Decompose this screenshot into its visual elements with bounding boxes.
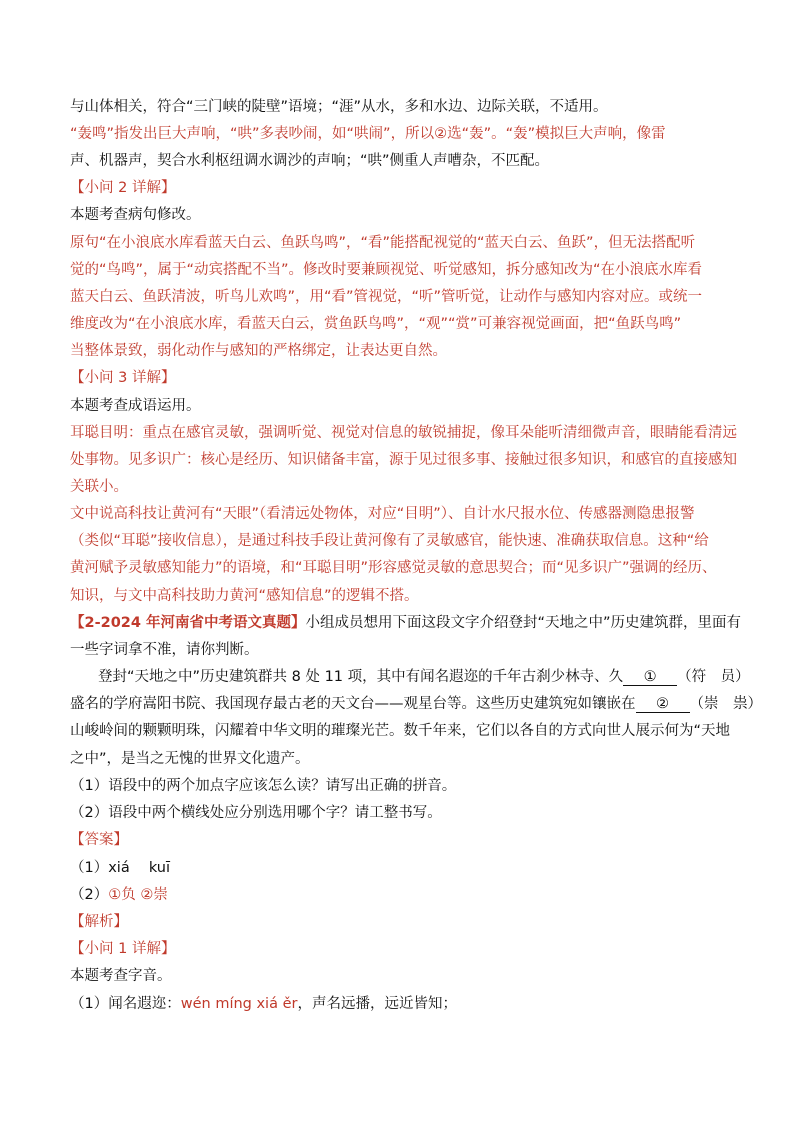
- passage-line-1: [98, 667, 758, 687]
- text-line-18: 黄河赋予灵敏感知能力”的语境，和“耳聪目明”形容感觉灵敏的意思契合；而“见多识广”强调的经历、: [70, 560, 717, 576]
- answer-1: （1）xiá kuī: [70, 860, 170, 876]
- answer-2-label: （2）: [70, 887, 109, 903]
- choice-2: （崇 祟）: [689, 696, 762, 712]
- detail-1-label: （1）闻名遐迩：: [70, 996, 181, 1012]
- question-intro-text: 小组成员想用下面这段文字介绍登封“天地之中”历史建筑群，里面有: [305, 615, 742, 631]
- text-line-19: 知识，与文中高科技助力黄河“感知信息”的逻辑不搭。: [70, 588, 419, 604]
- passage-text-1: 登封“天地之中”历史建筑群共 8 处 11 项，其中有闻名遐迩的千年古刹少林寺、久: [98, 669, 624, 685]
- text-line-8: 蓝天白云、鱼跃清波，听鸟儿欢鸣”，用“看”管视觉，“听”管听觉，让动作与感知内容对应。或统一: [70, 289, 703, 305]
- detail-1-pinyin: wén míng xiá ěr: [180, 996, 298, 1012]
- passage-line-2: [70, 694, 762, 714]
- sub-question-1: （1）语段中的两个加点字应该怎么读？请写出正确的拼音。: [70, 778, 457, 794]
- answer-2: [70, 885, 730, 905]
- text-line-5: 本题考查病句修改。: [70, 207, 201, 223]
- sub-question-2: （2）语段中两个横线处应分别选用哪个字？请工整书写。: [70, 805, 442, 821]
- text-line-2: “轰鸣”指发出巨大声响，“哄”多表吵闹，如“哄闹”，所以②选“轰”。“轰”模拟巨大声响，像雷: [70, 126, 666, 142]
- text-line-9: 维度改为“在小浪底水库，看蓝天白云，赏鱼跃鸟鸣”，“观”“赏”可兼容视觉画面，把“鱼跃鸟鸣”: [70, 316, 682, 332]
- detail-1-intro: 本题考查字音。: [70, 968, 172, 984]
- question-intro-cont: 一些字词拿不准，请你判断。: [70, 642, 259, 658]
- text-line-15: 关联小。: [70, 479, 128, 495]
- passage-text-2: 盛名的学府嵩阳书院、我国现存最古老的天文台——观星台等。这些历史建筑宛如镶嵌在: [70, 696, 636, 712]
- section-header-q1-detail: 【小问 1 详解】: [70, 941, 176, 957]
- text-line-6: 原句“在小浪底水库看蓝天白云、鱼跃鸟鸣”，“看”能搭配视觉的“蓝天白云、鱼跃”，但无法搭配听: [70, 235, 696, 251]
- answer-header: 【答案】: [70, 832, 128, 848]
- passage-line-3: 山峻岭间的颗颗明珠，闪耀着中华文明的璀璨光芒。数千年来，它们以各自的方式向世人展示何为“天地: [70, 723, 731, 739]
- detail-1-line: [70, 994, 730, 1014]
- question-source-tag: 【2-2024 年河南省中考语文真题】: [70, 615, 306, 631]
- analysis-header: 【解析】: [70, 914, 128, 930]
- blank-1: ①: [623, 669, 677, 686]
- question-intro: [70, 613, 742, 633]
- text-line-14: 处事物。见多识广：核心是经历、知识储备丰富，源于见过很多事、接触过很多知识，和感官的直接感知: [70, 452, 737, 468]
- passage-line-4: 之中”，是当之无愧的世界文化遗产。: [70, 751, 310, 767]
- blank-2: ②: [636, 696, 690, 713]
- text-line-7: 觉的“鸟鸣”，属于“动宾搭配不当”。修改时要兼顾视觉、听觉感知，拆分感知改为“在小浪底水库看: [70, 262, 703, 278]
- text-line-16: 文中说高科技让黄河有“天眼”（看清远处物体，对应“目明”）、自计水尺报水位、传感器测隐患报警: [70, 506, 695, 522]
- section-header-q3-detail: 【小问 3 详解】: [70, 370, 176, 386]
- section-header-q2-detail: 【小问 2 详解】: [70, 180, 176, 196]
- choice-1: （符 员）: [677, 669, 750, 685]
- text-line-1: 与山体相关，符合“三门峡的陡壁”语境；“涯”从水，多和水边、边际关联，不适用。: [70, 99, 608, 115]
- text-line-17: （类似“耳聪”接收信息），是通过科技手段让黄河像有了灵敏感官，能快速、准确获取信息。这种“给: [70, 533, 709, 549]
- text-line-10: 当整体景致，弱化动作与感知的严格绑定，让表达更自然。: [70, 343, 447, 359]
- text-line-13: 耳聪目明：重点在感官灵敏，强调听觉、视觉对信息的敏锐捕捉，像耳朵能听清细微声音，眼睛能看清远: [70, 425, 737, 441]
- answer-2-value: ①负 ②崇: [108, 887, 168, 903]
- detail-1-rest: ，声名远播，远近皆知；: [297, 996, 457, 1012]
- text-line-12: 本题考查成语运用。: [70, 398, 201, 414]
- text-line-3: 声、机器声，契合水利枢纽调水调沙的声响；“哄”侧重人声嘈杂，不匹配。: [70, 153, 550, 169]
